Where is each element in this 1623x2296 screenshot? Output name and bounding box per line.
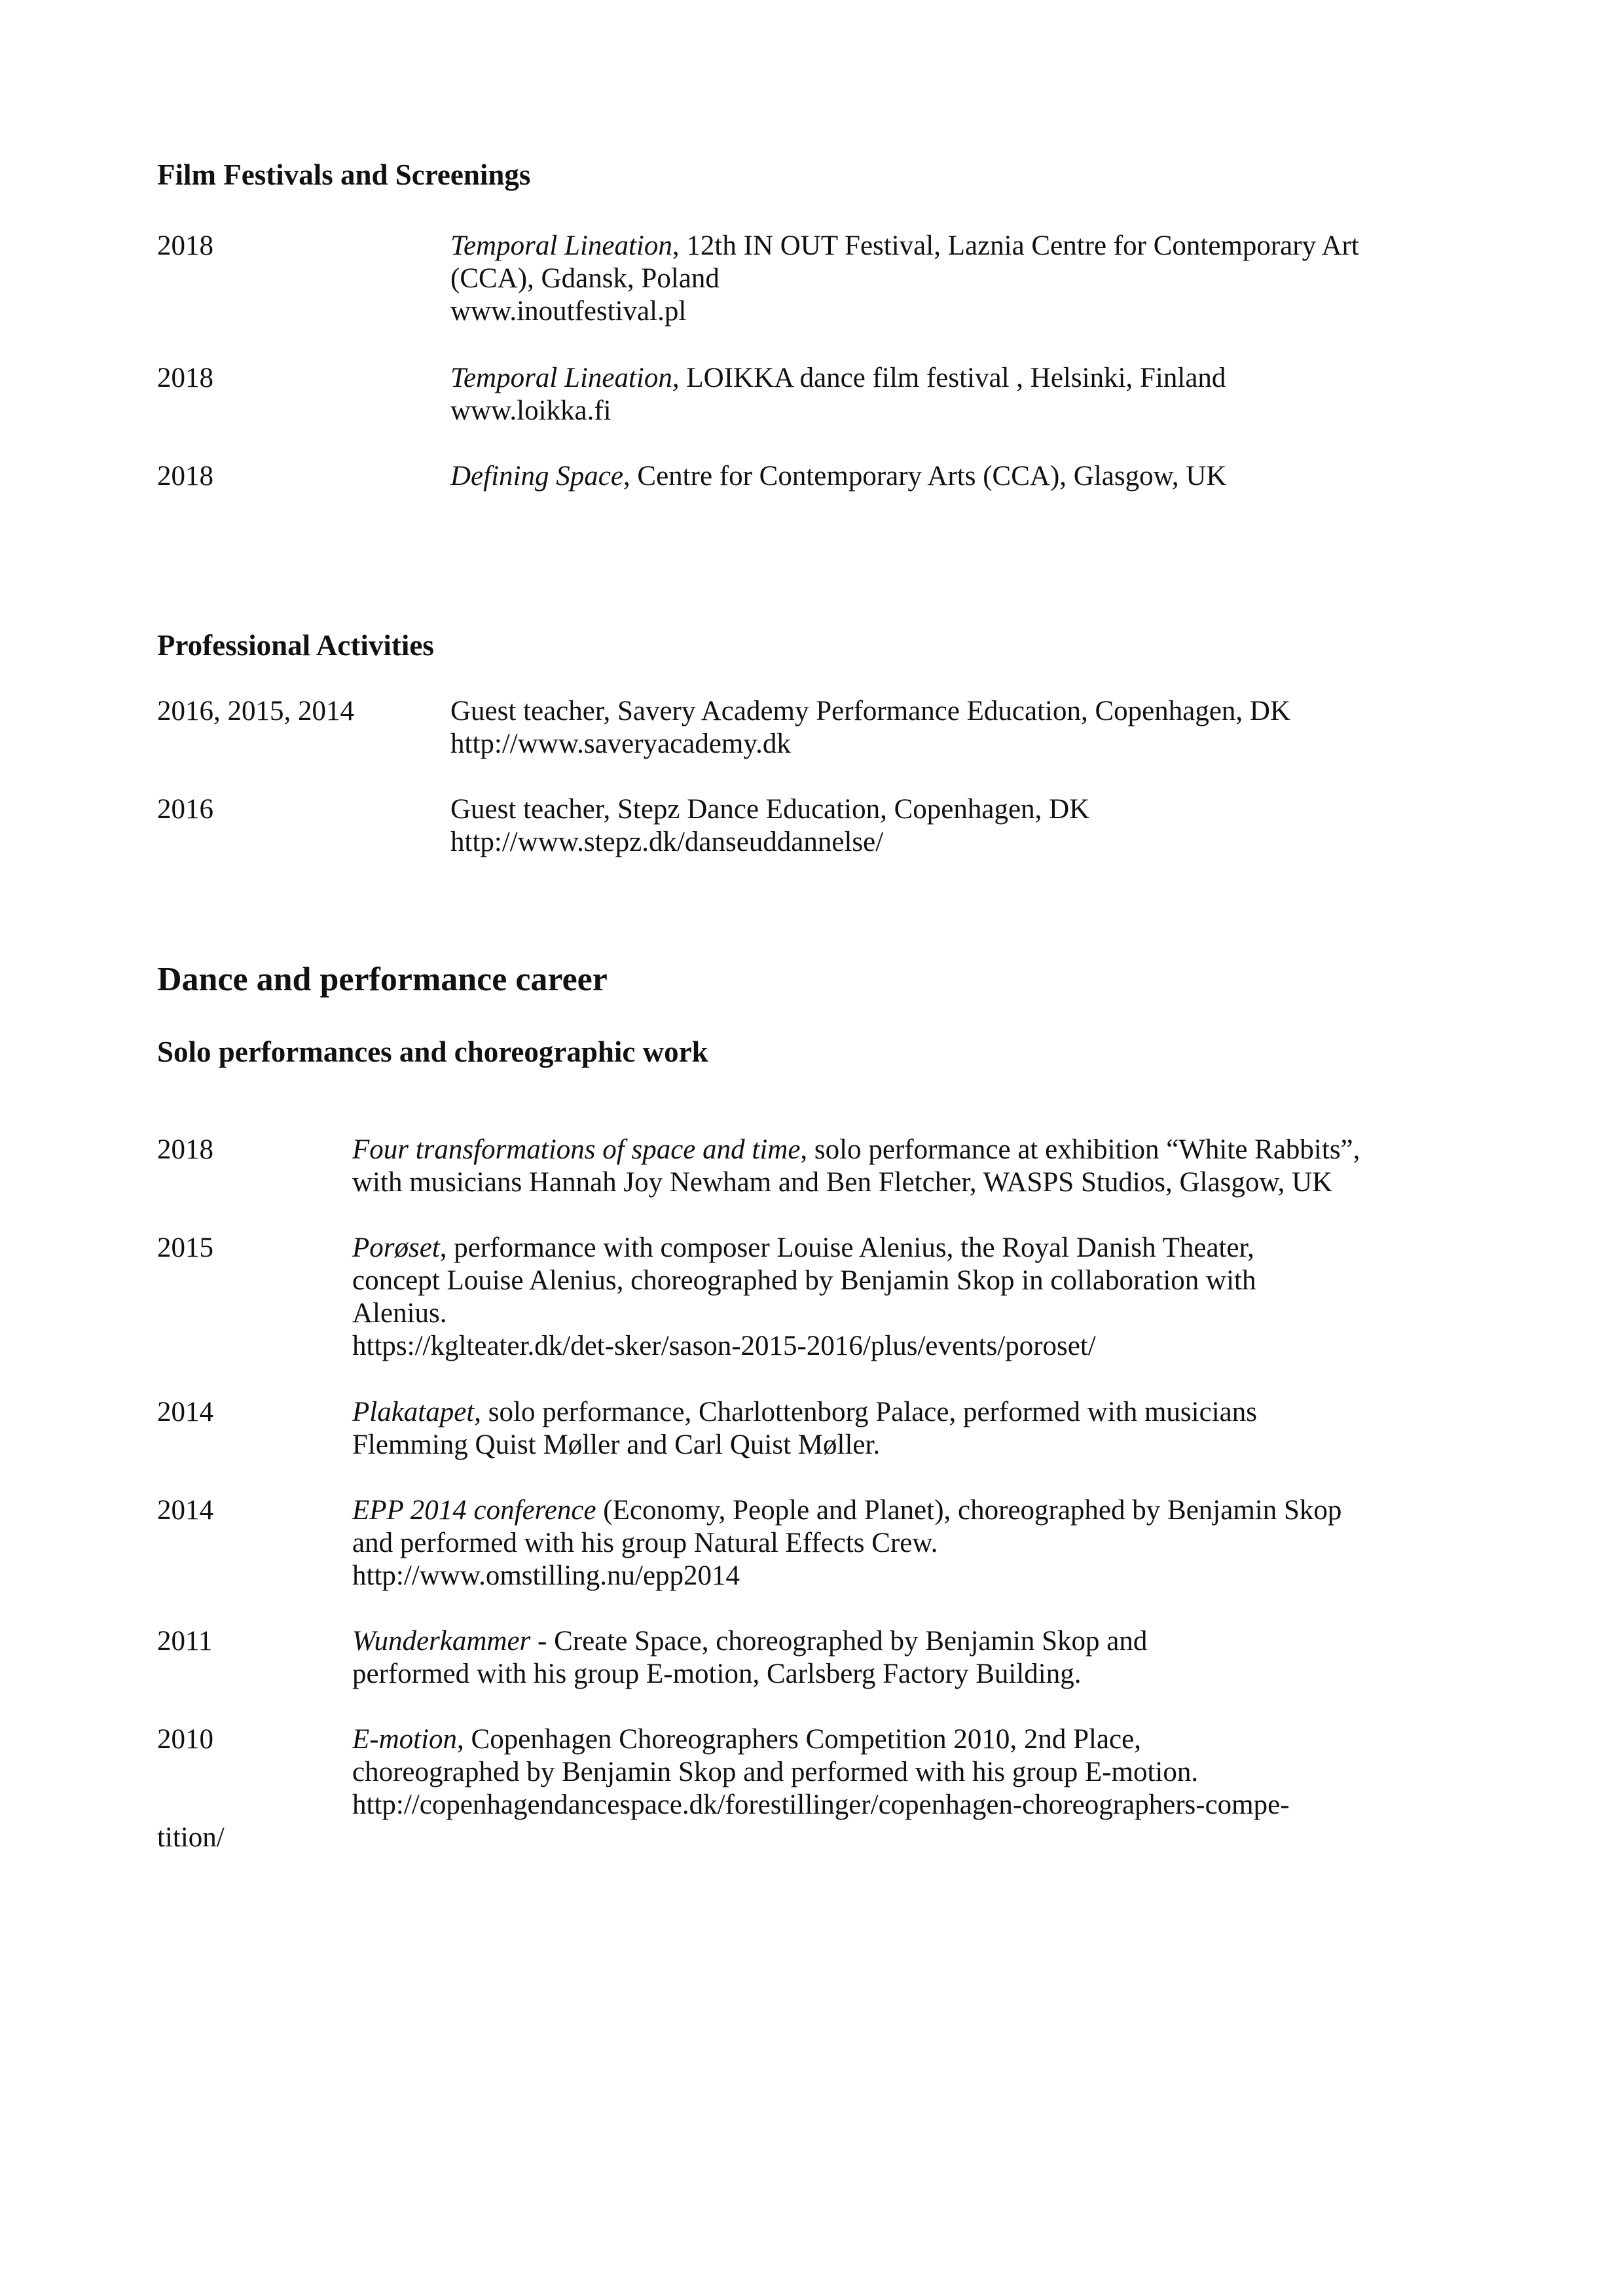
text-segment: (Economy, People and Planet), choreographed by Benjamin Skop — [596, 1495, 1342, 1526]
entry-line — [352, 1396, 1257, 1429]
entry-description — [352, 1232, 1256, 1363]
text-segment: tition/ — [157, 1822, 225, 1853]
entry-line — [450, 362, 1226, 395]
text-segment: , solo performance, Charlottenborg Palace, performed with musicians — [474, 1397, 1257, 1427]
entry-description — [450, 230, 1359, 328]
entry-link[interactable] — [450, 728, 1290, 761]
entry-description — [352, 1396, 1257, 1462]
entry-description — [352, 1625, 1147, 1691]
entry-description — [450, 460, 1226, 493]
work-title: EPP 2014 conference — [352, 1495, 596, 1526]
text-segment: https://kglteater.dk/det-sker/sason-2015-2016/plus/events/poroset/ — [352, 1331, 1096, 1361]
entry-line — [352, 1134, 1360, 1166]
entry-line — [157, 1821, 1290, 1854]
entry-line — [450, 793, 1089, 826]
text-segment: Flemming Quist Møller and Carl Quist Møller. — [352, 1429, 881, 1460]
text-segment: performed with his group E-motion, Carlsberg Factory Building. — [352, 1659, 1082, 1689]
text-segment: Guest teacher, Savery Academy Performance Education, Copenhagen, DK — [450, 696, 1291, 726]
text-segment: LOIKKA dance film festival , Helsinki, Finland — [679, 363, 1226, 393]
entry-description — [352, 1494, 1341, 1592]
entry-description — [157, 1723, 1290, 1854]
entry-link[interactable] — [352, 1789, 1290, 1821]
entry-description — [450, 695, 1290, 761]
text-segment: , Centre for Contemporary Arts (CCA), Glasgow, UK — [623, 461, 1227, 492]
entry-line — [352, 1723, 1290, 1756]
work-title: Plakatapet — [352, 1397, 475, 1427]
text-segment: and performed with his group Natural Effects Crew. — [352, 1528, 938, 1558]
entry-link[interactable] — [352, 1560, 1341, 1592]
text-segment: choreographed by Benjamin Skop and performed with his group E-motion. — [352, 1757, 1199, 1787]
entry-year: 2014 — [157, 1495, 213, 1526]
entry-line — [352, 1527, 1341, 1560]
section-heading: Solo performances and choreographic work — [157, 1035, 708, 1068]
text-segment: Alenius. — [352, 1298, 447, 1329]
entry-year: 2018 — [157, 1134, 213, 1165]
text-segment: http://www.omstilling.nu/epp2014 — [352, 1560, 740, 1591]
entry-line — [352, 1232, 1256, 1265]
entry-line — [352, 1625, 1147, 1658]
entry-year: 2018 — [157, 230, 213, 261]
entry-link[interactable] — [450, 826, 1089, 859]
entry-line — [352, 1494, 1341, 1527]
text-segment: http://www.saveryacademy.dk — [450, 728, 791, 759]
text-segment: www.inoutfestival.pl — [450, 296, 687, 327]
entry-year: 2018 — [157, 461, 213, 492]
entry-year: 2010 — [157, 1724, 213, 1755]
entry-year: 2018 — [157, 363, 213, 393]
text-segment: concept Louise Alenius, choreographed by Benjamin Skop in collaboration with — [352, 1265, 1256, 1296]
text-segment: with musicians Hannah Joy Newham and Ben Fletcher, WASPS Studios, Glasgow, UK — [352, 1167, 1333, 1198]
entry-year: 2014 — [157, 1397, 213, 1427]
entry-link[interactable] — [450, 295, 1359, 328]
entry-link[interactable] — [352, 1330, 1256, 1363]
entry-year: 2016 — [157, 794, 213, 825]
entry-link[interactable] — [450, 395, 1226, 427]
entry-year: 2011 — [157, 1626, 213, 1657]
text-segment: Guest teacher, Stepz Dance Education, Copenhagen, DK — [450, 794, 1090, 825]
entry-line — [352, 1166, 1360, 1199]
work-title: E-motion — [352, 1724, 458, 1755]
entry-year: 2016, 2015, 2014 — [157, 696, 354, 726]
entry-year: 2015 — [157, 1232, 213, 1263]
entry-line — [450, 695, 1290, 728]
entry-description — [450, 362, 1226, 427]
work-title: Wunderkammer — [352, 1626, 531, 1657]
text-segment: , solo performance at exhibition “White Rabbits”, — [800, 1134, 1360, 1165]
text-segment: www.loikka.fi — [450, 395, 611, 426]
text-segment: http://copenhagendancespace.dk/forestillinger/copenhagen-choreographers-compe- — [352, 1789, 1290, 1820]
entry-line — [352, 1658, 1147, 1691]
work-title: Porøset — [352, 1232, 440, 1263]
entry-line — [352, 1756, 1290, 1789]
text-segment: - Create Space, choreographed by Benjamin Skop and — [530, 1626, 1148, 1657]
entry-line — [450, 230, 1359, 262]
work-title: Temporal Lineation, — [450, 363, 680, 393]
text-segment: , 12th IN OUT Festival, Laznia Centre for Contemporary Art — [672, 230, 1359, 261]
text-segment: http://www.stepz.dk/danseuddannelse/ — [450, 827, 884, 857]
entry-description — [450, 793, 1089, 859]
text-segment: , performance with composer Louise Alenius, the Royal Danish Theater, — [439, 1232, 1254, 1263]
entry-description — [352, 1134, 1360, 1199]
work-title: Defining Space — [450, 461, 623, 492]
entry-line — [352, 1429, 1257, 1462]
text-segment: (CCA), Gdansk, Poland — [450, 263, 720, 294]
entry-line — [352, 1297, 1256, 1330]
work-title: Temporal Lineation — [450, 230, 672, 261]
section-title: Dance and performance career — [157, 961, 608, 998]
entry-line — [352, 1265, 1256, 1297]
section-heading: Film Festivals and Screenings — [157, 158, 531, 191]
work-title: Four transformations of space and time — [352, 1134, 801, 1165]
section-heading: Professional Activities — [157, 629, 434, 662]
entry-line — [450, 460, 1226, 493]
entry-line — [450, 262, 1359, 295]
text-segment: , Copenhagen Choreographers Competition 2010, 2nd Place, — [457, 1724, 1141, 1755]
